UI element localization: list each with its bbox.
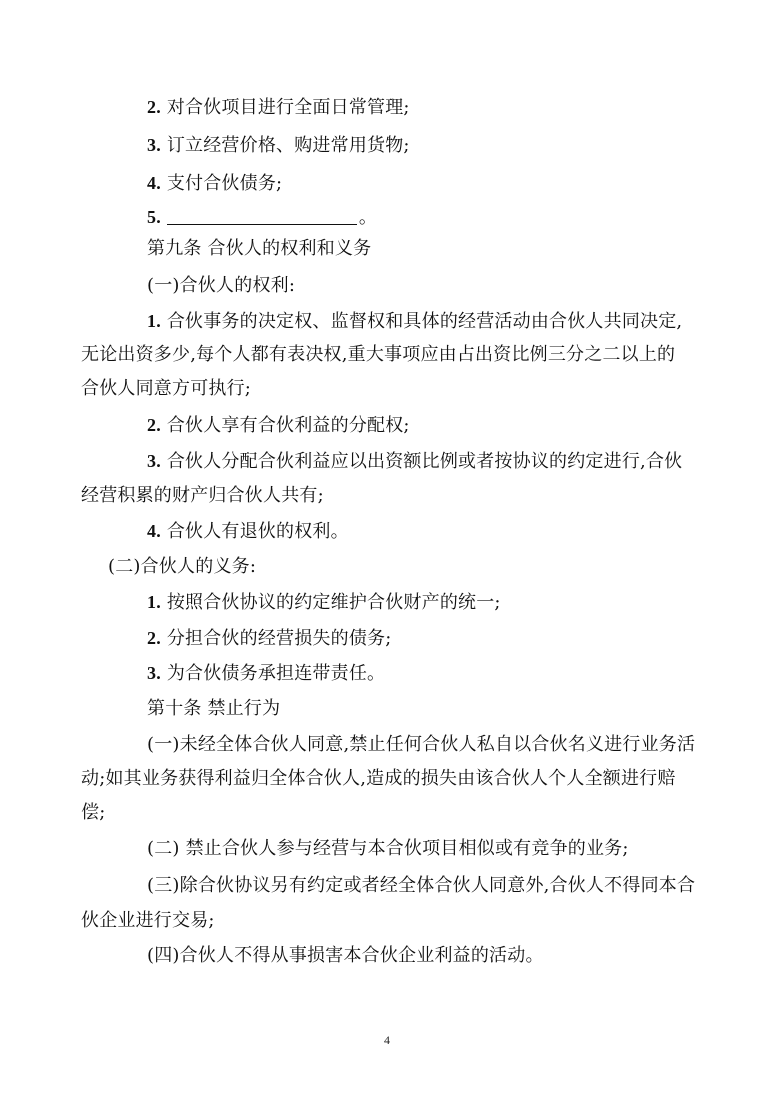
paragraph-line bbox=[147, 945, 544, 967]
line-text: (四)合伙人不得从事损害本合伙企业利益的活动。 bbox=[147, 945, 544, 966]
list-item bbox=[147, 520, 349, 543]
item-number: 1. bbox=[147, 311, 161, 331]
list-item bbox=[147, 96, 410, 119]
heading-text: (二)合伙人的义务: bbox=[108, 556, 257, 577]
heading-text: 第十条 禁止行为 bbox=[147, 698, 281, 719]
item-number: 2. bbox=[147, 97, 161, 117]
list-item bbox=[147, 627, 392, 650]
list-item bbox=[147, 310, 682, 333]
item-number: 2. bbox=[147, 628, 161, 648]
item-text: 订立经营价格、购进常用货物; bbox=[166, 135, 410, 156]
heading-text: 第九条 合伙人的权利和义务 bbox=[147, 238, 372, 259]
line-text: 伙企业进行交易; bbox=[81, 910, 215, 931]
paragraph-line bbox=[81, 344, 675, 366]
page-number: 4 bbox=[384, 1033, 390, 1047]
section-heading bbox=[147, 275, 295, 297]
paragraph-line bbox=[81, 802, 105, 824]
item-number: 5. bbox=[147, 207, 161, 227]
line-text: (二) 禁止合伙人参与经营与本合伙项目相似或有竞争的业务; bbox=[147, 838, 629, 859]
line-text: (一)未经全体合伙人同意,禁止任何合伙人私自以合伙名义进行业务活 bbox=[147, 734, 696, 755]
item-text: 合伙人享有合伙利益的分配权; bbox=[166, 415, 410, 436]
line-text: 无论出资多少,每个人都有表决权,重大事项应由占出资比例三分之二以上的 bbox=[81, 344, 676, 365]
paragraph-line bbox=[81, 485, 324, 507]
line-text: 偿; bbox=[81, 802, 106, 823]
fill-in-blank-line[interactable] bbox=[167, 208, 357, 225]
line-text: 合伙人同意方可执行; bbox=[81, 378, 252, 399]
item-number: 2. bbox=[147, 415, 161, 435]
item-number: 4. bbox=[147, 521, 161, 541]
item-number: 1. bbox=[147, 592, 161, 612]
item-text: 合伙人有退伙的权利。 bbox=[166, 521, 349, 542]
list-item-blank bbox=[147, 206, 377, 229]
list-item bbox=[147, 134, 410, 157]
list-item bbox=[147, 662, 385, 685]
item-number: 3. bbox=[147, 135, 161, 155]
line-text: 经营积累的财产归合伙人共有; bbox=[81, 485, 324, 506]
paragraph-line bbox=[147, 875, 695, 897]
item-text: 支付合伙债务; bbox=[166, 173, 283, 194]
line-text: 动;如其业务获得利益归全体合伙人,造成的损失由该合伙人个人全额进行赔 bbox=[81, 768, 676, 789]
item-text: 为合伙债务承担连带责任。 bbox=[166, 663, 386, 684]
paragraph-line bbox=[81, 378, 251, 400]
item-text: 对合伙项目进行全面日常管理; bbox=[166, 97, 410, 118]
list-item bbox=[147, 414, 410, 437]
item-text: 合伙人分配合伙利益应以出资额比例或者按协议的约定进行,合伙 bbox=[166, 451, 683, 472]
item-text: 合伙事务的决定权、监督权和具体的经营活动由合伙人共同决定, bbox=[166, 311, 683, 332]
item-number: 3. bbox=[147, 451, 161, 471]
item-number: 3. bbox=[147, 663, 161, 683]
line-text: (三)除合伙协议另有约定或者经全体合伙人同意外,合伙人不得同本合 bbox=[147, 875, 696, 896]
paragraph-line bbox=[147, 734, 695, 756]
list-item bbox=[147, 172, 282, 195]
list-item bbox=[147, 450, 682, 473]
list-item bbox=[147, 591, 501, 614]
item-text: 按照合伙协议的约定维护合伙财产的统一; bbox=[166, 592, 501, 613]
paragraph-line bbox=[147, 838, 629, 860]
article-heading bbox=[147, 698, 280, 720]
paragraph-line bbox=[81, 768, 676, 790]
item-text: 分担合伙的经营损失的债务; bbox=[166, 628, 392, 649]
article-heading bbox=[147, 238, 371, 260]
section-heading bbox=[108, 556, 256, 578]
item-number: 4. bbox=[147, 173, 161, 193]
heading-text: (一)合伙人的权利: bbox=[147, 275, 296, 296]
item-text: 。 bbox=[358, 207, 378, 228]
paragraph-line bbox=[81, 910, 215, 932]
